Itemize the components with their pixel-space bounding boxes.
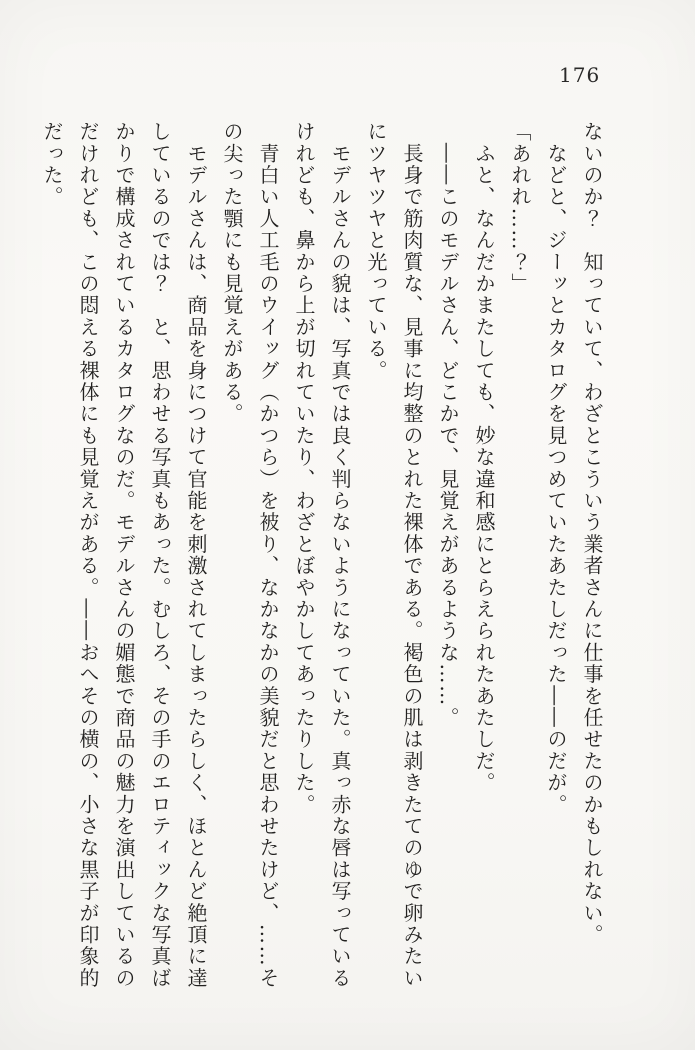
text-line: ――このモデルさん、どこかで、見覚えがあるような……。	[436, 121, 460, 729]
text-line: だった。	[40, 121, 64, 208]
text-line: かりで構成されているカタログなのだ。モデルさんの媚態で商品の魅力を演出しているの	[112, 121, 136, 989]
text-line: の尖った顎にも見覚えがある。	[220, 121, 244, 425]
page-number: 176	[559, 63, 601, 87]
text-line: だけれども、この悶える裸体にも見覚えがある。――おへその横の、小さな黒子が印象的	[76, 121, 100, 989]
text-line: 青白い人工毛のウイッグ（かつら）を被り、なかなかの美貌だと思わせたけど、……そ	[256, 121, 280, 989]
text-line: けれども、鼻から上が切れていたり、わざとぼやかしてあったりした。	[292, 121, 316, 816]
text-line: 「あれれ……？」	[508, 121, 532, 295]
text-line: にツヤツヤと光っている。	[364, 121, 388, 382]
text-line: ないのか？ 知っていて、わざとこういう業者さんに仕事を任せたのかもしれない。	[580, 121, 604, 946]
text-line: ふと、なんだかまたしても、妙な違和感にとらえられたあたしだ。	[472, 121, 496, 794]
text-line: モデルさんの貌は、写真では良く判らないようになっていた。真っ赤な唇は写っている	[328, 121, 352, 989]
text-line: しているのでは？ と、思わせる写真もあった。むしろ、その手のエロティックな写真ば	[148, 121, 172, 989]
text-line: 長身で筋肉質な、見事に均整のとれた裸体である。褐色の肌は剥きたてのゆで卵みたい	[400, 121, 424, 989]
body-text	[34, 121, 610, 993]
text-line: などと、ジーッとカタログを見つめていたあたしだった――のだが。	[544, 121, 568, 816]
text-line: モデルさんは、商品を身につけて官能を刺激されてしまったらしく、ほとんど絶頂に達	[184, 121, 208, 989]
